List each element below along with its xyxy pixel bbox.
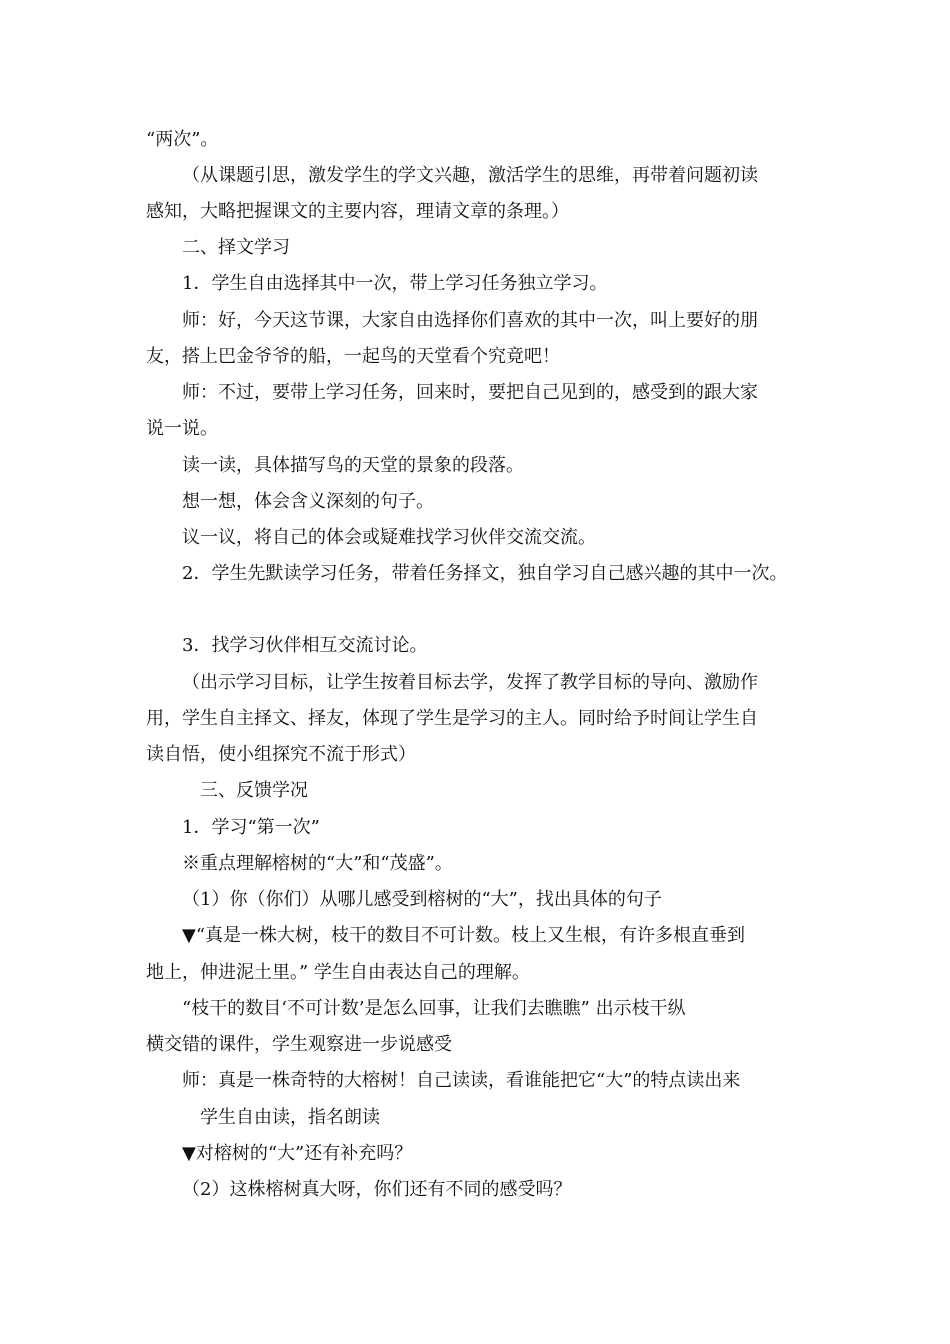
text-line: “枝干的数目‘不可计数’是怎么回事，让我们去瞧瞧” 出示枝干纵 [182, 998, 686, 1019]
text-line: 读一读，具体描写鸟的天堂的景象的段落。 [182, 455, 524, 476]
section-heading: 三、反馈学况 [200, 780, 308, 801]
text-line: ※重点理解榕树的“大”和“茂盛”。 [182, 853, 453, 874]
text-line: 师：不过，要带上学习任务，回来时，要把自己见到的，感受到的跟大家 [182, 382, 758, 403]
text-line: 感知，大略把握课文的主要内容，理请文章的条理。） [146, 201, 569, 222]
text-line: ▼对榕树的“大”还有补充吗？ [182, 1143, 413, 1164]
text-line: “两次”。 [146, 129, 219, 150]
text-line: 2．学生先默读学习任务，带着任务择文，独自学习自己感兴趣的其中一次。 [182, 563, 788, 584]
text-line: 1．学习“第一次” [182, 817, 320, 838]
text-line: 想一想，体会含义深刻的句子。 [182, 491, 434, 512]
text-line: 学生自由读，指名朗读 [200, 1107, 380, 1128]
text-line: 友，搭上巴金爷爷的船，一起鸟的天堂看个究竟吧！ [146, 346, 560, 367]
text-line: （2）这株榕树真大呀，你们还有不同的感受吗？ [182, 1179, 572, 1200]
section-heading: 二、择文学习 [182, 237, 290, 258]
text-line: 3．找学习伙伴相互交流讨论。 [182, 635, 428, 656]
text-line: 师：好，今天这节课，大家自由选择你们喜欢的其中一次，叫上要好的朋 [182, 310, 758, 331]
text-line: 读自悟，使小组探究不流于形式） [146, 744, 416, 765]
text-line: 1．学生自由选择其中一次，带上学习任务独立学习。 [182, 273, 608, 294]
text-line: 师：真是一株奇特的大榕树！自己读读，看谁能把它“大”的特点读出来 [182, 1070, 741, 1091]
text-line: 地上，伸进泥土里。” 学生自由表达自己的理解。 [146, 962, 530, 983]
text-line: （1）你（你们）从哪儿感受到榕树的“大”，找出具体的句子 [182, 889, 662, 910]
text-line: 议一议，将自己的体会或疑难找学习伙伴交流交流。 [182, 527, 596, 548]
text-line: 横交错的课件，学生观察进一步说感受 [146, 1034, 452, 1055]
text-line: ▼“真是一株大树，枝干的数目不可计数。枝上又生根，有许多根直垂到 [182, 925, 746, 946]
text-line: 用，学生自主择文、择友，体现了学生是学习的主人。同时给予时间让学生自 [146, 708, 758, 729]
text-line: 说一说。 [146, 418, 218, 439]
text-line: （出示学习目标，让学生按着目标去学，发挥了教学目标的导向、激励作 [182, 672, 758, 693]
text-line: （从课题引思，激发学生的学文兴趣，激活学生的思维，再带着问题初读 [182, 165, 758, 186]
